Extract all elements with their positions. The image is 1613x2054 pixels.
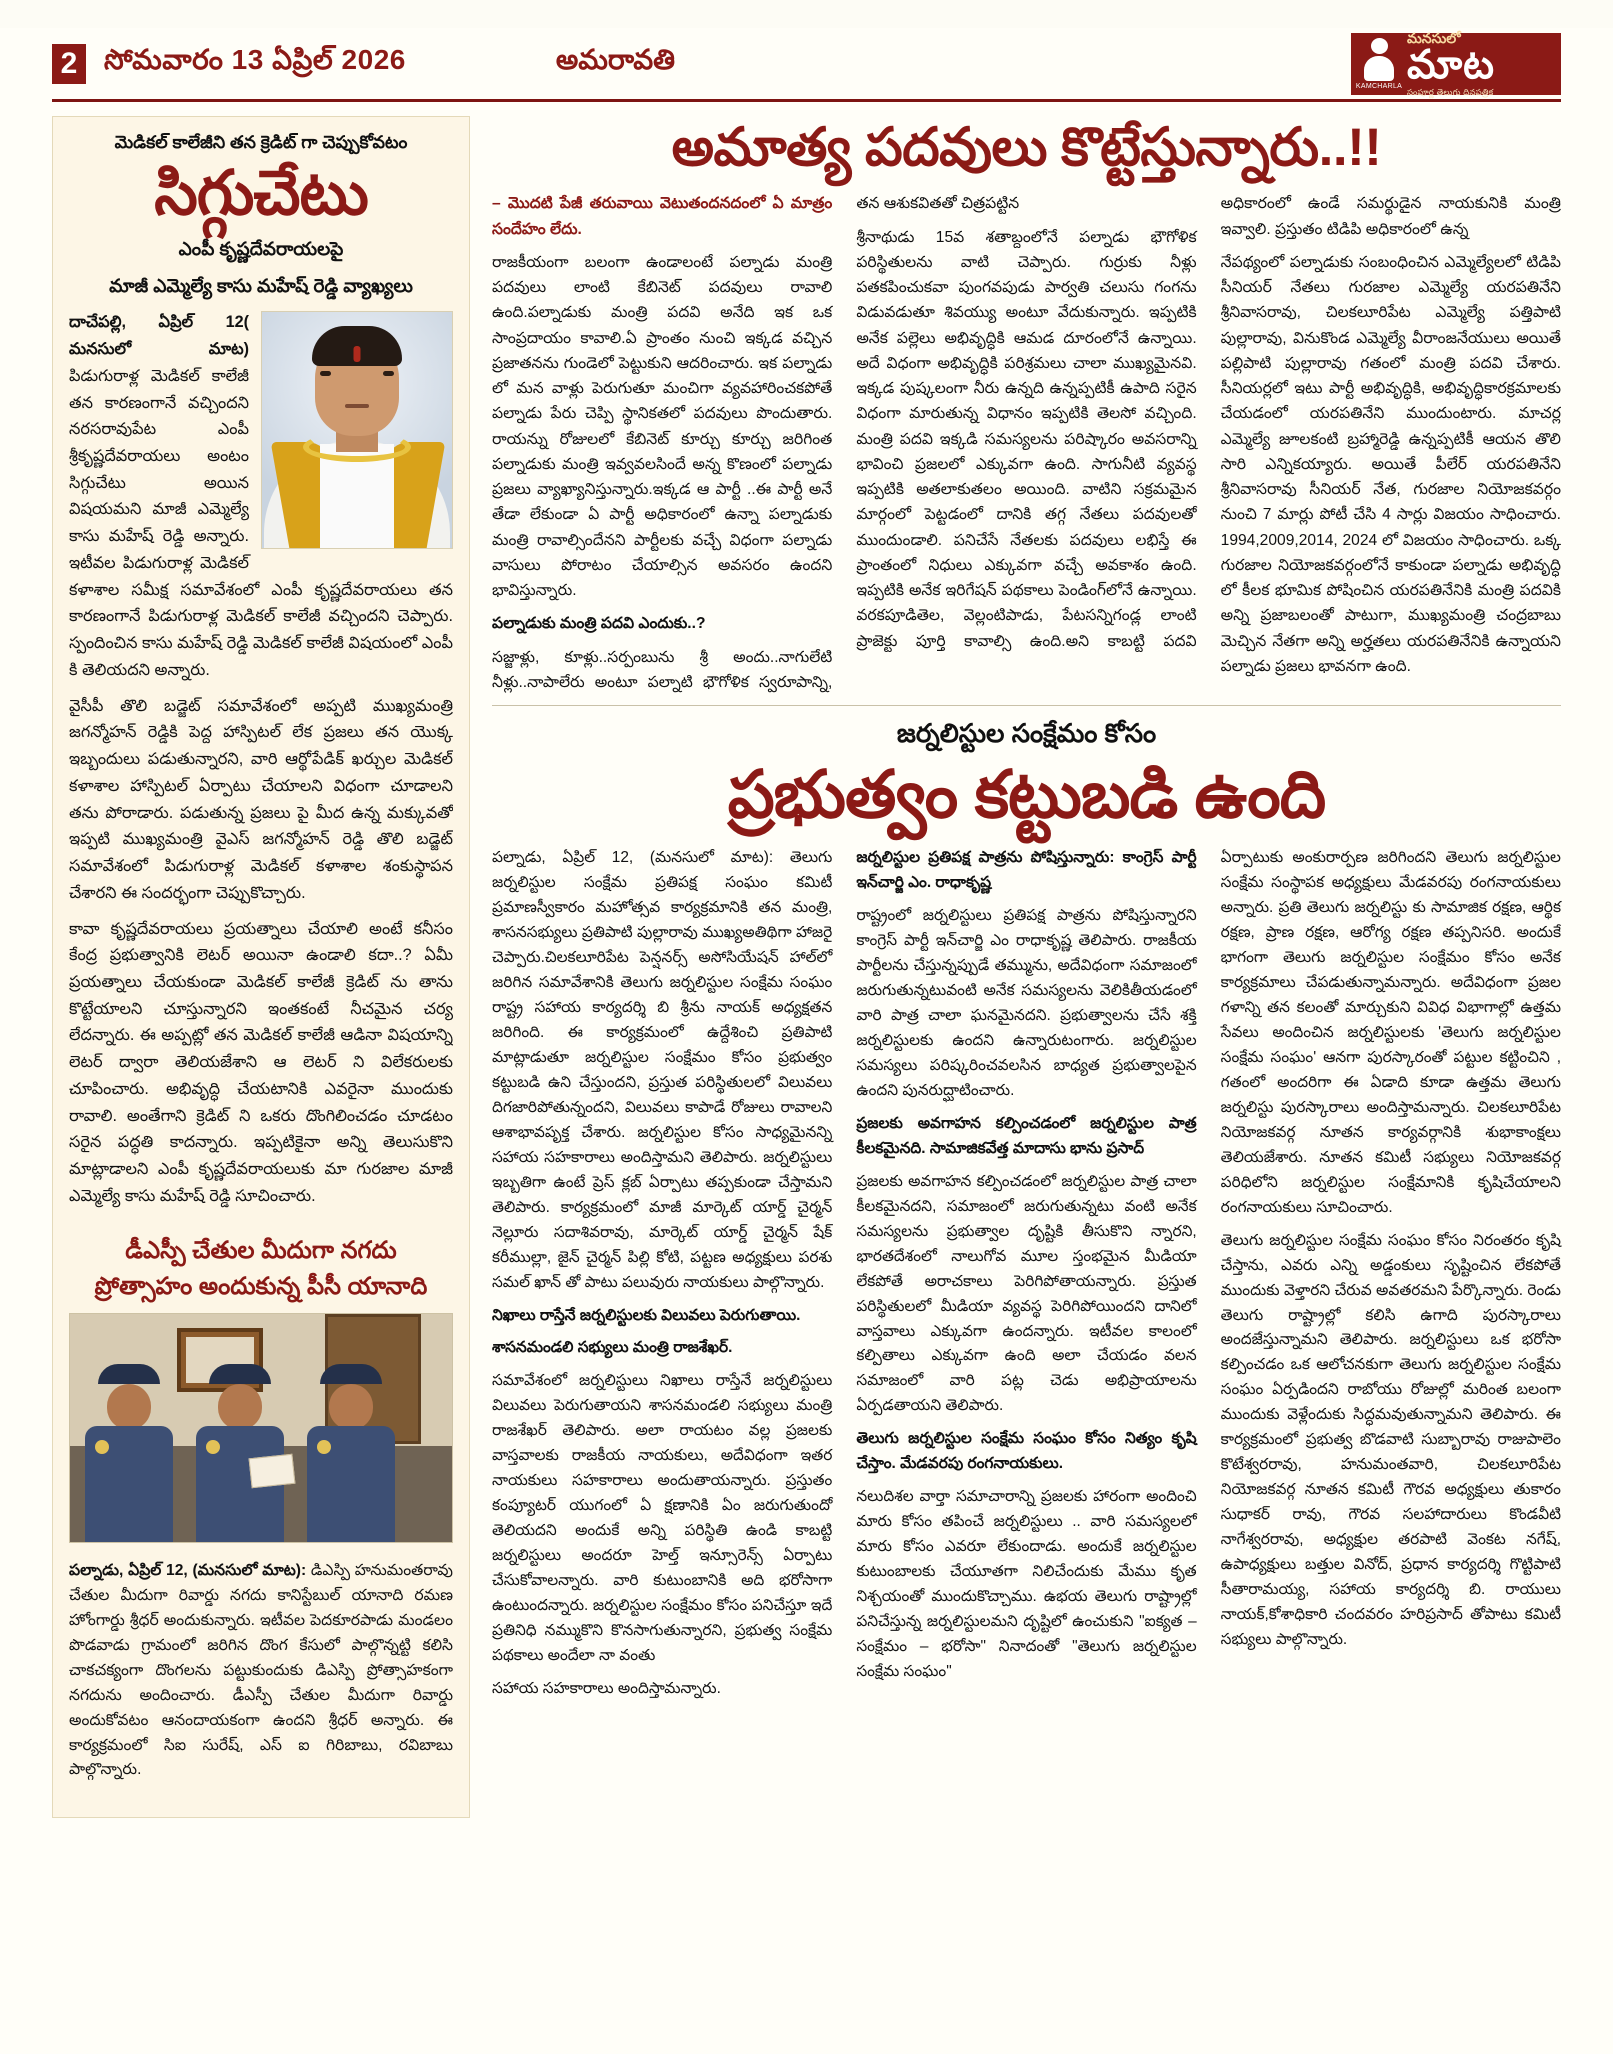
rb-col2-para-4: నలుదిశల వార్తా సమాచారాన్ని ప్రజలకు హారంగా అందించి మారు కోసం తపించే జర్నలిస్టులు .. వారి సమస్యలలో మారు కోసం ఎవరూ లేకుందాడు. అందుకే జర్నలిస్టుల కుటుంబాలకు చేయూతగా నిలిచేందుకు మేము కృత నిశ్చయంతో ముందుకొచ్చాము. ఉభయ తెలుగు రాష్ట్రాల్లో పనిచేస్తున్న జర్నలిస్టులమని దృష్టిలో ఉంచుకుని "ఐక్యత – సంక్షేమం – భరోసా" నినాదంతో "తెలుగు జర్నలిస్టుల సంక్షేమ సంఘం"	[856, 1488, 1197, 1680]
rb-col2-subhead-3: తెలుగు జర్నలిస్టుల సంక్షేమ సంఘం కోసం నిత్యం కృషి చేస్తాం. మేడవరపు రంగనాయకులు.	[856, 1430, 1197, 1473]
left-para-2: వైసీపీ తొలి బడ్జెట్ సమావేశంలో అప్పటి ముఖ్యమంత్రి జగన్మోహన్ రెడ్డికి పెద్ద హాస్పిటల్ లేక ప్రజలు తన యొక్క ఇబ్బందులు పడుతున్నారని, వారి ఆర్థోపేడిక్ ఖర్చుల మెడికల్ కళాశాల హాస్పిటల్ ఏర్పాటు చేయాలని విధంగా చూడాలని తను పోరాడారు. పడుతున్న ప్రజలు పై మీద ఉన్న మక్కువతో ఇప్పటి ముఖ్యమంత్రి వైఎస్ జగన్మోహన్ రెడ్డి తొలి బడ్జెట్ సమావేశంలో పిడుగురాళ్ల మెడికల్ కళాశాల శంకుస్థాపన చేశారని ఈ సందర్భంగా చెప్పుకొచ్చారు.	[69, 696, 453, 902]
masthead	[52, 28, 1561, 102]
police-award-photo	[69, 1313, 453, 1543]
rb-col1-para-1: పల్నాడు, ఏప్రిల్ 12, (మనసులో మాట): తెలుగు జర్నలిస్టుల సంక్షేమ ప్రతిపక్ష సంఘం కమిటీ ప్రమాణస్వీకారం మహోత్సవ కార్యక్రమానికి తన మంత్రి, శాసనసభ్యులు ప్రతిపాటి పుల్లారావు ముఖ్యఅతిథిగా హాజరై చెప్పారు.చిలకలూరిపేట పెన్షనర్స్ అసోసియేషన్ హాల్‌లో జరిగిన సమావేశానికి తెలుగు జర్నలిస్టుల సంక్షేమ సంఘం రాష్ట్ర సహాయ కార్యదర్శి బి శ్రీను నాయక్ అధ్యక్షతన జరిగింది. ఈ కార్యక్రమంలో ఉద్దేశించి ప్రతిపాటి మాట్లాడుతూ జర్నలిస్టుల సంక్షేమం కోసం ప్రభుత్వం కట్టుబడి ఉని చేస్తుందని, ప్రస్తుత పరిస్థితులలో విలువలు దిగజారిపోతున్నందని, విలువలు కాపాడే రోజులు రావాలని ఆశాభావపృక్త చేశారు. జర్నలిస్టుల కోసం సాధ్యమైనన్ని సహాయ సహకారాలు అందిస్తామని తెలిపారు. జర్నలిస్టులు ఇబ్బతిగా ఉంటే ప్రెస్ క్లబ్ ఏర్పాటు తప్పకుండా చేస్తామని తెలిపారు. కార్యక్రమంలో మాజీ మార్కెట్ యార్డ్ చైర్మన్ నెల్లూరు సదాశివరావు, మార్కెట్ యార్డ్ చైర్మన్ షేక్ కరీముల్లా, జైన్ చైర్మన్ పిల్లి కోటి, పట్టణ అధ్యక్షులు పరశు సమల్ ఖాన్ తో పాటు పలువురు నాయకులు పాల్గొన్నారు.	[492, 849, 833, 1291]
rb-col3-para-2: తెలుగు జర్నలిస్టుల సంక్షేమ సంఘం కోసం నిరంతరం కృషి చేస్తాను, ఎవరు ఎన్ని అడ్డంకులు సృష్టించిన లేకపోతే ముందుకు వెళ్తారని చేరువ అవతరమని పేర్కొన్నారు. రెండు తెలుగు రాష్ట్రాల్లో కలిసి ఉగాది పురస్కారాలు అందజేస్తున్నామని తెలిపారు. జర్నలిస్టులు ఒక భరోసా కల్పించడం ఒక ఆలోచనకుగా తెలుగు జర్నలిస్టుల సంక్షేమ సంఘం ఏర్పడిందని రాబోయు రోజుల్లో మరింత బలంగా ముందుకు వెళ్లేందుకు సిద్ధమవుతున్నామని తెలిపారు. ఈ కార్యక్రమంలో ప్రభుత్వ బొడవాటి సుబ్బారావు రాజుపాలెం కొటేశ్వరరావు, హనుమంతవారి, చిలకలూరిపేట నియోజకవర్గ నూతన కమిటీ గౌరవ అధ్యక్షులు తుకారం సుధాకర్ రావు, గౌరవ సలహాదారులు కొండవీటి నాగేశ్వరరావు, అధ్యక్షుల తరపాటి వెంకట నగేష్, ఉపాధ్యక్షులు బత్తుల వినోద్, ప్రధాన కార్యదర్శి గొట్టిపాటి సీతారామయ్య, సహాయ కార్యదర్శి బి. రాయులు నాయక్,కోశాధికారి చందవరం హరిప్రసాద్ తోపాటు కమిటీ సభ్యులు పాల్గొన్నారు.	[1220, 1231, 1561, 1648]
newspaper-page	[0, 28, 1613, 2054]
left-kicker: మెడికల్ కాలేజీని తన క్రెడిట్ గా చెప్పుకోవటం	[114, 132, 408, 152]
logo-brand-text: KAMCHARLA	[1355, 82, 1403, 90]
logo-small-text: మనసులో	[1407, 29, 1461, 46]
rb-col2-subhead-2: ప్రజలకు అవగాహన కల్పించడంలో జర్నలిస్టుల పాత్ర కీలకమైనది. సామాజికవేత్త మాదాసు భాను ప్రసాద్	[856, 1114, 1197, 1157]
left-headline: సిగ్గుచేటు	[154, 158, 368, 228]
right-col1-para-1: – మొదటి పేజీ తరువాయి వెటుతందనదంలో ఏ మాత్రం సందేహం లేదు.	[492, 195, 833, 238]
right-col1-subhead: పల్నాడుకు మంత్రి పదవి ఎందుకు..?	[492, 615, 706, 633]
rb-col1-subhead-1: నిఖాలు రాస్తేనే జర్నలిస్టులకు విలువలు పెరుగుతాయి.	[492, 1306, 801, 1324]
logo-big-text: మాట	[1407, 42, 1496, 87]
second-article-body	[492, 846, 1561, 1701]
section-divider	[492, 705, 1561, 706]
caption-text: డిఎస్పి హనుమంతరావు చేతుల మీదుగా రివార్డు నగదు కానిస్టేబుల్ యానాది రమణ హోంగార్డు శ్రీధర్ అందుకున్నారు. ఇటీవల పెదకూరపాడు మండలం పొడవాడు గ్రామంలో జరిగిన దొంగ కేసులో పాల్గొన్నట్టి కలిసి చాకచక్యంగా దొంగలను పట్టుకుందుకు డిఎస్పి ప్రోత్సాహకంగా నగదును అందించారు. డీఎస్పీ చేతుల మీదుగా రివార్డు అందుకోవటం ఆనందాయకంగా ఉందని శ్రీధర్ అన్నారు. ఈ కార్యక్రమంలో సిఐ సురేష్, ఎస్ ఐ గిరిబాబు, రవిబాబు పాల్గొన్నారు.	[69, 1561, 453, 1779]
page-content	[52, 116, 1561, 1818]
masthead-city: అమరావతి	[555, 44, 676, 75]
portrait-photo	[261, 311, 453, 549]
left-feature-column	[52, 116, 470, 1818]
second-kicker: జర్నలిస్టుల సంక్షేమం కోసం	[896, 718, 1157, 749]
left-subhead-2: మాజీ ఎమ్మెల్యే కాసు మహేష్ రెడ్డి వ్యాఖ్యలు	[109, 274, 413, 296]
right-col2-para-1: శ్రీనాథుడు 15వ శతాబ్దంలోనే పల్నాడు భౌగోళిక పరిస్థితులను వాటి చెప్పారు. గుర్రుకు నీళ్లు పతకపించుకవా పుంగవపుడు పార్వతి చలుసు గంగను విడువడుతూ శివయ్యు అంటూ వేదుకున్నారు. ఇప్పటికి అనేక పల్లెలు అభివృద్ధికి ఆమడ దూరంలోనే ఉన్నాయి. అదే విధంగా అభివృద్ధికి పరిశ్రమలు చాలా ముఖ్యమైనవి. ఇక్కడ పుష్కలంగా నీరు ఉన్నది ఉన్నప్పటికీ ఉపాది సరైన విధంగా మారుతున్న విధానం ఇప్పటికి తెలసో వచ్చింది. మంత్రి పదవి ఇక్కడి సమస్యలను పరిష్కారం అవసరాన్ని భావించి ప్రజలలో ఎక్కువగా ఉంది. సాగునీటి వ్యవస్థ ఇప్పటికి అతలాకుతలం అయింది. వాటిని సక్రమమైన మార్గంలో పెట్టడంలో దానికి తగ్గ నేతలు పదవులతో ముందుండాలి. పనిచేసే నేతలకు పదవులు లభిస్తే ఈ ప్రాంతంలో నిధులు ఎక్కువగా వచ్చే అవకాశం ఉంది. ఇప్పటికి అనేక ఇరిగేషన్ పథకాలు పెండింగ్‌లోనే ఉన్నాయి. వరకపూడితెల, వెల్లంటిపాడు, పేటసన్నిగండ్ల లాంటి ప్రాజెక్టు పూర్తి కావాల్సి ఉంది.అని కాబట్టి పదవి అధికారంలో ఉండే సమర్థుడైన నాయకునికి మంత్రి ఇవ్వాలి. ప్రస్తుతం టిడిపి అధికారంలో ఉన్న	[856, 195, 1561, 650]
page-number: 2	[52, 44, 86, 84]
right-col3-para-1: నేపథ్యంలో పల్నాడుకు సంబంధించిన ఎమ్మెల్యేలలో టిడిపి సీనియర్ నేతలు గురజాల ఎమ్మెల్యే యరపతినేని శ్రీనివాసరావు, చిలకలూరిపేట ఎమ్మెల్యే పత్తిపాటి పుల్లారావు, వినుకొండ ఎమ్మెల్యే వీరాంజనేయులు అయితే పల్లిపాటి పుల్లారావు గతంలో మంత్రి పదవి చేశారు. సీనియర్లలో ఇటు పార్టీ అభివృద్ధికి, అభివృద్ధికారక్రమాలకు చేయడంలో యరపతినేని ముందుంటారు. మాచర్ల ఎమ్మెల్యే జూలకంటి బ్రహ్మారెడ్డి ఉన్నప్పటికీ ఆయన తొలి సారి ఎన్నికయ్యారు. అయితే పీలేర్ యరపతినేని శ్రీనివాసరావు సీనియర్ నేత, గురజాల నియోజకవర్గం నుంచి 7 మార్లు పోటీ చేసి 4 సార్లు విజయం సాధించారు. 1994,2009,2014, 2024 లో విజయం సాధించారు. ఒక్క గురజాల నియోజకవర్గంలోనే కాకుండా పల్నాడు అభివృద్ధి లో కీలక భూమిక పోషించిన యరపతినేనికి మంత్రి పదవికి అన్ని ప్రజాబలంతో పాటుగా, ముఖ్యమంత్రి చంద్రబాబు మెచ్చిన నేతగా అన్ని అర్హతలు యరపతినేనికి ఉన్నాయని పల్నాడు ప్రజలు భావనగా ఉంది.	[1220, 253, 1561, 675]
left-subhead-3-line1: డీఎస్పీ చేతుల మీదుగా నగదు	[125, 1236, 397, 1264]
photo-person-1	[85, 1364, 173, 1542]
main-article-body	[492, 191, 1561, 695]
logo-figure-icon	[1355, 38, 1403, 90]
left-dateline: దాచేపల్లి, ఏప్రిల్ 12( మనసులో మాట)	[69, 313, 249, 359]
photo-caption	[69, 1559, 453, 1783]
right-col1-para-3: సజ్జాళ్లు, కూళ్లు..సర్పంబును శ్రీ అందు..నాగులేటి నీళ్లు..నాపాలేరు అంటూ పల్నాటి భౌగోళిక స్వరూపాన్ని, తన ఆశుకవితతో చిత్రపట్టిన	[492, 195, 1020, 691]
rb-col1-para-2: సమావేశంలో జర్నలిస్టులు నిఖాలు రాస్తేనే జర్నలిస్టులు విలువలు పెరుగుతాయని శాసనమండలి సభ్యులు మంత్రి రాజశేఖర్ తెలిపారు. అలా రాయటం వల్ల ప్రజలకు వాస్తవాలకు రాజకీయ నాయకులు, అదేవిధంగా ఇతర నాయకులు సహకారాలు అందుతాయన్నారు. ప్రస్తుతం కంప్యూటర్ యుగంలో ఏ క్షణానికి ఏం జరుగుతుందో తెలియదని అందుకే అన్ని పరిస్థితి ఉండి కాబట్టి జర్నలిస్టులు అందరూ హెల్త్ ఇన్సూరెన్స్ ఏర్పాటు చేసుకోవాలన్నారు. వారి కుటుంబానికి అది భరోసాగా ఉంటుందన్నారు. జర్నలిస్టుల సంక్షేమం కోసం పనిచేస్తూ ఇదే ప్రతినిధి నమ్ముకొని కొనసాగుతున్నారని, ప్రభుత్వ సంక్షేమ పథకాలు అందేలా నా వంతు	[492, 1372, 833, 1664]
left-para-3: కావా కృష్ణదేవరాయలు ప్రయత్నాలు చేయాలి అంటే కనీసం కేంద్ర ప్రభుత్వానికి లెటర్ అయినా ఉండాలి కదా..? ఏమీ ప్రయత్నాలు చేయకుండా మెడికల్ కాలేజీ క్రెడిట్ ను తాను కొట్టేయాలని చూస్తున్నారని ఇంతకంటే నీచమైన చర్య లేదన్నారు. ఈ అప్పట్లో తన మెడికల్ కాలేజీ ఆడినా విషయాన్ని లెటర్ ద్వారా తెలియజేశాని ఆ లెటర్ ని విలేకరులకు చూపించారు. అభివృద్ధి చేయటానికి ఎవరైనా ముందుకు రావాలి. అంతేగాని క్రెడిట్ ని ఒకరు దొంగిలించడం చూడటం సరైన పద్ధతి కాదన్నారు. ఇప్పటికైనా అన్ని తెలుసుకొని మాట్లాడాలని ఎంపీ కృష్ణదేవరాయలుకు మా గురజాల మాజీ ఎమ్మెల్యే కాసు మహేష్ రెడ్డి సూచించారు.	[69, 919, 453, 1205]
rb-col2-para-2: రాష్ట్రంలో జర్నలిస్టులు ప్రతిపక్ష పాత్రను పోషిస్తున్నారని కాంగ్రెస్ పార్టీ ఇన్‌చార్జి ఎం రాధాకృష్ణ తెలిపారు. రాజకీయ పార్టీలను చేస్తున్నప్పుడే తమ్మును, అదేవిధంగా సమాజంలో జరుగుతున్నటువంటి అనేక సమస్యలను వెలికితీయడంలో వారి పాత్ర చాలా ఘనమైనదని. ప్రభుత్వాలను చేసే శక్తి జర్నలిస్టులకు ఉందని ఉన్నారుటంగారు. జర్నలిస్టుల సమస్యలు పరిష్కరించవలసిన బాధ్యత ప్రభుత్వాలపైన ఉందని పునరుద్ఘాటించారు.	[856, 907, 1197, 1099]
caption-dateline: పల్నాడు, ఏప్రిల్ 12, (మనసులో మాట):	[69, 1561, 307, 1579]
left-article-body	[69, 309, 453, 1218]
right-main-column	[470, 116, 1561, 1818]
photo-person-3	[307, 1364, 395, 1542]
masthead-date: సోమవారం 13 ఏప్రిల్ 2026	[104, 44, 406, 75]
left-subhead-1: ఎంపీ కృష్ణదేవరాయలపై	[178, 237, 344, 259]
logo-tagline: సంపూర్ణ తెలుగు దినపత్రిక	[1407, 86, 1494, 97]
rb-col2-para-3: ప్రజలకు అవగాహన కల్పించడంలో జర్నలిస్టుల పాత్ర చాలా కీలకమైనదని, సమాజంలో జరుగుతున్నటు వంటి అనేక సమస్యలను ప్రభుత్వాల దృష్టికి తీసుకొని న్నారని, భారతదేశంలో నాలుగోవ మూల స్తంభమైన మీడియా లేకపోతే అరాచకాలు పెరిగిపోతాయన్నారు. ప్రస్తుత పరిస్థితులలో మీడియా వ్యవస్థ పెరిగిపోయిందని దానిలో వాస్తవాలు ఎక్కువగా ఉందన్నారు. ఇటీవల కాలంలో కల్పితాలు ఎక్కువగా ఉంది అలా చేయడం వలన సమాజంలో వారి పట్ల చెడు అభిప్రాయాలను ఏర్పడతాయని తెలిపారు.	[856, 1172, 1197, 1415]
rb-col2-subhead-1: జర్నలిస్టుల ప్రతిపక్ష పాత్రను పోషిస్తున్నారు: కాంగ్రెస్ పార్టీ ఇన్‌చార్జి ఎం. రాధాకృష్ణ	[856, 849, 1197, 892]
rb-col3-para-1: ఏర్పాటుకు అంకురార్పణ జరిగిందని తెలుగు జర్నలిస్టుల సంక్షేమ సంస్థాపక అధ్యక్షులు మేడవరపు రంగనాయకులు అన్నారు. ప్రతి తెలుగు జర్నలిస్టు కు సామాజిక రక్షణ, ఆర్థిక రక్షణ, ప్రాణ రక్షణ, ఆరోగ్య రక్షణ తప్పనిసరి. అందుకే భాగంగా తెలుగు జర్నలిస్టుల సంక్షేమం కోసం అనేక కార్యక్రమాలు చేపడుతున్నామన్నారు. అదేవిధంగా ప్రజల గళాన్ని తన కలంతో మార్చుకుని వివిధ విభాగాల్లో ఉత్తమ సేవలు అందించిన జర్నలిస్టులకు 'తెలుగు జర్నలిస్టుల సంక్షేమ సంఘం' ఆనగా పురస్కారంతో పట్టుల కట్టించిని , గతంలో అందరిగా ఈ ఏడాది కూడా ఉత్తమ తెలుగు జర్నలిస్టు పురస్కారాలు అందిస్తామన్నారు. చిలకలూరిపేట నియోజకవర్గ నూతన కార్యవర్గానికి శుభాకాంక్షలు తెలియజేశారు. నూతన కమిటీ సభ్యులు నియోజకవర్గ పరిధిలోని జర్నలిస్టుల సంక్షేమానికి కృషిచేయాలని రంగనాయకులు సూచించారు.	[1220, 849, 1561, 1216]
publication-logo	[1351, 29, 1561, 97]
main-headline: అమాత్య పదవులు కొట్టేస్తున్నారు..!!	[671, 118, 1382, 177]
second-headline: ప్రభుత్వం కట్టుబడి ఉంది	[727, 757, 1326, 832]
rb-col1-subhead-2: శాసనమండలి సభ్యులు మంత్రి రాజశేఖర్.	[492, 1339, 733, 1357]
photo-person-2	[196, 1364, 284, 1542]
left-subhead-3-line2: ప్రోత్సాహం అందుకున్న పీసీ యానాది	[94, 1272, 428, 1300]
left-para-1: పిడుగురాళ్ల మెడికల్ కాలేజీ తన కారణంగానే వచ్చిందని నరసరావుపేట ఎంపీ శ్రీకృష్ణదేవరాయలు అంటం సిగ్గుచేటు అయిన విషయమని మాజీ ఎమ్మెల్యే కాసు మహేష్ రెడ్డి అన్నారు. ఇటీవల పిడుగురాళ్ల మెడికల్ కళాశాల సమీక్ష సమావేశంలో ఎంపీ కృష్ణదేవరాయలు తన కారణంగానే పిడుగురాళ్ల మెడికల్ కాలేజీ వచ్చిందని చెప్పారు. స్పందించిన కాసు మహేష్ రెడ్డి మెడికల్ కాలేజీ విషయంలో ఎంపీ కి తెలియదని అన్నారు.	[69, 366, 453, 679]
rb-col2-para-1: సహాయ సహకారాలు అందిస్తామన్నారు.	[492, 1679, 721, 1697]
right-col1-para-2: రాజకీయంగా బలంగా ఉండాలంటే పల్నాడు మంత్రి పదవులు లాంటి కేబినెట్ పదవులు రావాలి ఉంది.పల్నాడుకు మంత్రి పదవి అనేది ఇక ఒక సాంప్రదాయం కావాలి.ఏ ప్రాంతం నుంచి ఇక్కడ వచ్చిన ప్రజాతనను గుండెలో పెట్టుకుని ఆదరించారు. ఇక పల్నాడు లో మన వాళ్లు పెరుగుతూ మంచిగా వ్యవహారించకపోతే పల్నాడు పేరు చెప్పి స్థానికతలో పదవులు పొందుతారు. రాయన్ను రోజులలో కేబినెట్ కూర్చు కూర్చు జరిగింత పల్నాడుకు మంత్రి ఇవ్వవలసిందే అన్న కొణంలో పల్నాడు ప్రజలు వ్యాఖ్యానిస్తున్నారు.ఇక్కడ ఆ పార్టీ ..ఈ పార్టీ అనే తేడా లేకుండా ఏ పార్టీ అధికారంలో ఉన్నా పల్నాడుకు మంత్రి రావాల్సిందేనని పార్టీలకు వచ్చే విధంగా పల్నాడు వాసులు పోరాటం చేయాల్సిన అవసరం ఉందని భావిస్తున్నారు.	[492, 253, 833, 600]
